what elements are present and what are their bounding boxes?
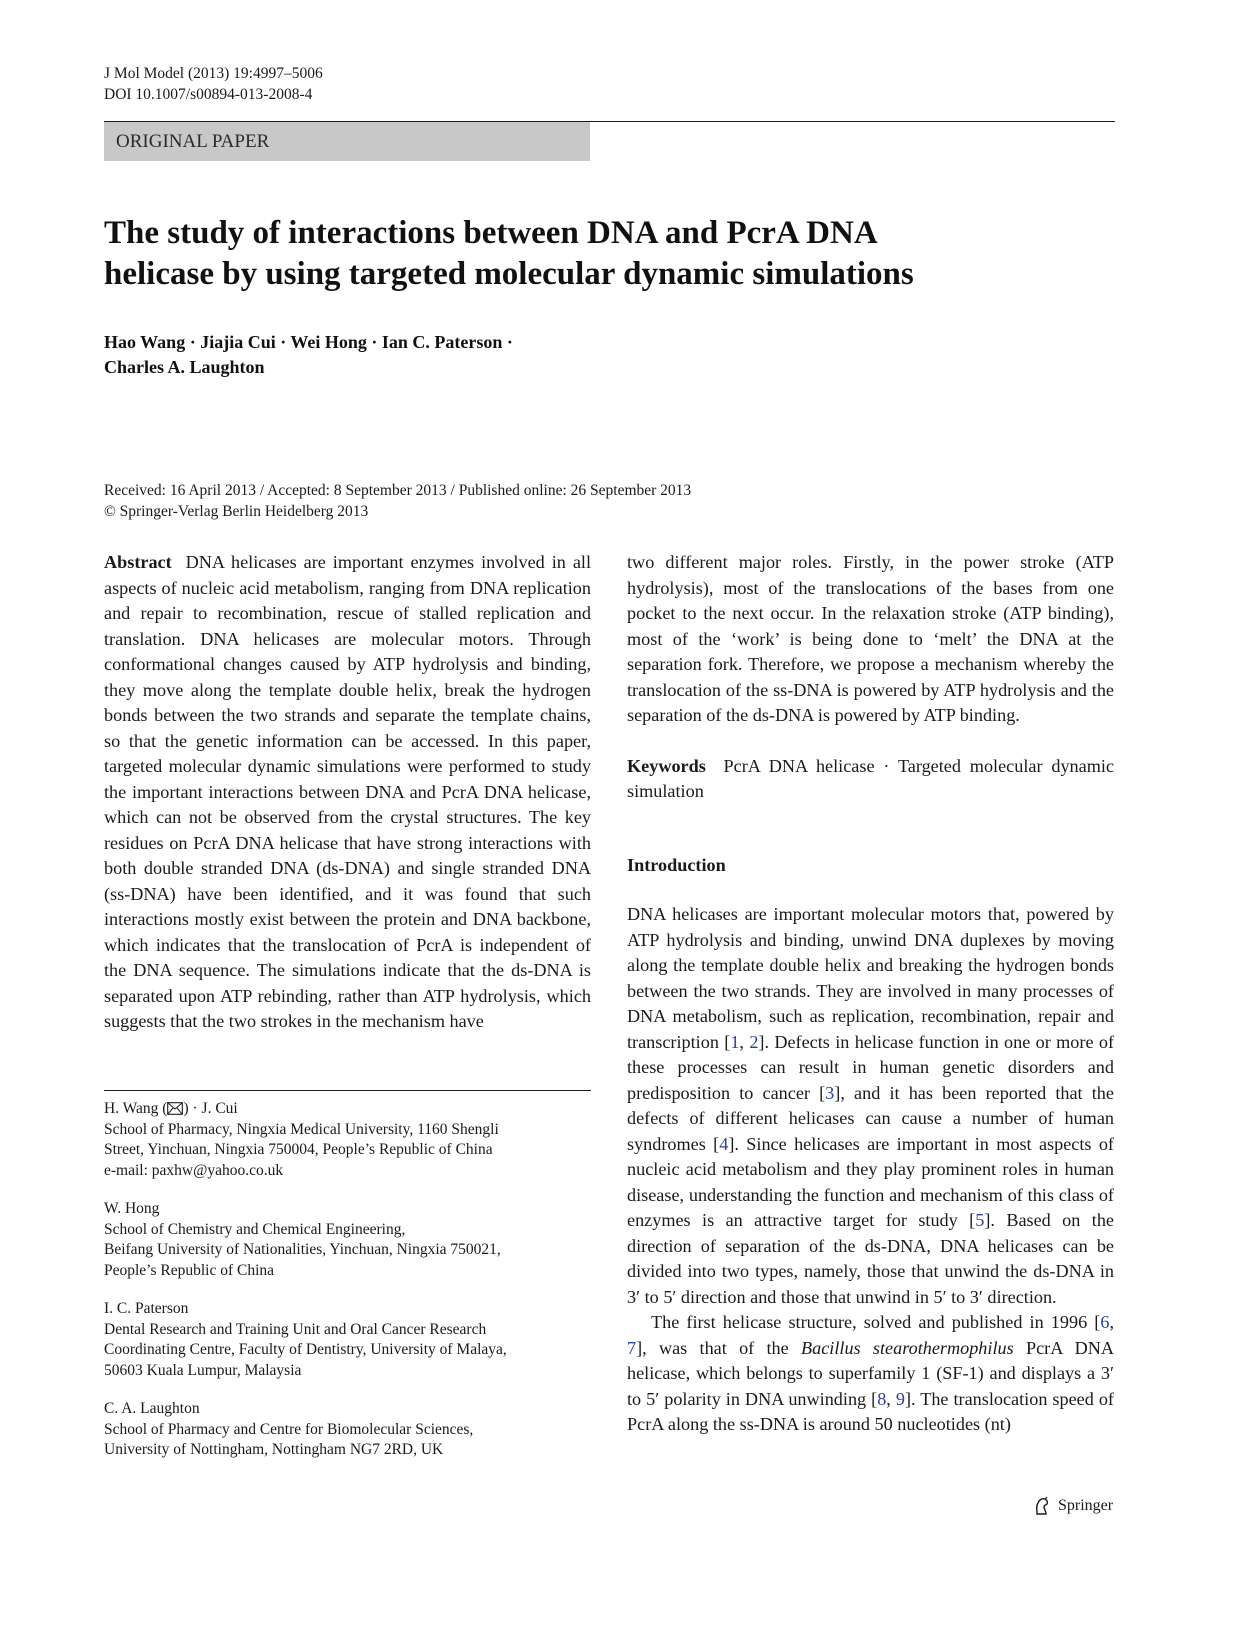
affiliation-line: People’s Republic of China [104, 1261, 275, 1279]
affiliation-line: Street, Yinchuan, Ningxia 750004, People’s Republic of China [104, 1141, 493, 1158]
citation-link[interactable]: 3 [825, 1082, 835, 1103]
paper-title [104, 213, 1064, 295]
affiliation-line: University of Nottingham, Nottingham NG7 2RD, UK [104, 1441, 444, 1458]
paper-type-banner: ORIGINAL PAPER [104, 122, 590, 161]
publisher-logo [1032, 1496, 1113, 1516]
affiliation-line: Dental Research and Training Unit and Oral Cancer Research [104, 1320, 487, 1338]
introduction-paragraph-2: The first helicase structure, solved and published in 1996 [6, 7], was that of the Bacillus stearothermophilus PcrA DNA helicase, which belongs to superfamily 1 (SF-1) and displays a 3′ to 5′ polarity in DNA unwinding [8, 9]. The translocation speed of PcrA along the ss-DNA is around 50 nucleotides (nt) [627, 1312, 1115, 1434]
affiliation-line: Coordinating Centre, Faculty of Dentistry, University of Malaya, [104, 1341, 507, 1358]
affiliation-line: School of Chemistry and Chemical Engineering, [104, 1220, 406, 1238]
publication-dates [104, 481, 691, 522]
journal-header [104, 64, 323, 105]
abstract-text: DNA helicases are important enzymes involved in all aspects of nucleic acid metabolism, ranging from DNA replication and repair to recombination, rescue of stalled replication and translation. DNA helicases are molecular motors. Through conformational changes caused by ATP hydrolysis and binding, they move along the template double helix, break the hydrogen bonds between the two strands and separate the template chains, so that the genetic information can be accessed. In this paper, targeted molecular dynamic simulations were performed to study the important interactions between DNA and PcrA DNA helicase, which can not be observed from the crystal structures. The key residues on PcrA DNA helicase that have strong interactions with both double stranded DNA (ds-DNA) and single stranded DNA (ss-DNA) have been identified, and it was found that such interactions mostly exist between the protein and DNA backbone, which indicates that the translocation of PcrA is independent of the DNA sequence. The simulations indicate that the ds-DNA is separated upon ATP rebinding, rather than ATP hydrolysis, which suggests that the two strokes in the mechanism have [104, 552, 591, 1031]
citation-link[interactable]: 9 [895, 1388, 905, 1409]
citation-link[interactable]: 2 [749, 1031, 759, 1052]
affiliation-line: Beifang University of Nationalities, Yinchuan, Ningxia 750021, [104, 1241, 501, 1258]
abstract-label: Abstract [104, 552, 172, 572]
affiliation-wang-cui [104, 1099, 591, 1181]
affiliation-name: W. Hong [104, 1200, 160, 1217]
authors-line-2: Charles A. Laughton [104, 357, 265, 377]
received-accepted-published: Received: 16 April 2013 / Accepted: 8 September 2013 / Published online: 26 September 2013 [104, 482, 692, 499]
species-name: Bacillus stearothermophilus [801, 1337, 1014, 1358]
affiliation-paterson [104, 1299, 591, 1381]
title-line-1: The study of interactions between DNA and PcrA DNA [104, 215, 878, 251]
right-column [627, 550, 1114, 1438]
introduction-paragraph-1: DNA helicases are important molecular motors that, powered by ATP hydrolysis and binding, unwind DNA duplexes by moving along the template double helix and breaking the hydrogen bonds between the two strands. They are involved in many processes of DNA metabolism, such as replication, recombination, repair and transcription [1, 2]. Defects in helicase function in one or more of these processes can result in human genetic disorders and predisposition to cancer [3], and it has been reported that the defects of different helicases can cause a number of human syndromes [4]. Since helicases are important in most aspects of nucleic acid metabolism and they play prominent roles in human disease, understanding the function and mechanism of this class of enzymes is an attractive target for study [5]. Based on the direction of separation of the ds-DNA, DNA helicases can be divided into two types, namely, those that unwind the ds-DNA in 3′ to 5′ direction and those that unwind in 5′ to 3′ direction. [627, 904, 1115, 1307]
springer-horse-icon [1032, 1496, 1052, 1516]
affiliation-email: e-mail: paxhw@yahoo.co.uk [104, 1161, 284, 1179]
keywords-label: Keywords [627, 755, 706, 776]
affiliations [104, 1099, 591, 1479]
envelope-icon [167, 1102, 183, 1115]
keywords-text: PcrA DNA helicase · Targeted molecular dynamic simulation [627, 755, 1114, 801]
copyright: © Springer-Verlag Berlin Heidelberg 2013 [104, 502, 369, 520]
affiliation-name: I. C. Paterson [104, 1300, 189, 1317]
affiliation-hong [104, 1199, 591, 1281]
citation-link[interactable]: 1 [730, 1031, 740, 1052]
authors-line-1: Hao Wang · Jiajia Cui · Wei Hong · Ian C. Paterson · [104, 332, 513, 352]
affiliation-line: School of Pharmacy, Ningxia Medical University, 1160 Shengli [104, 1120, 499, 1138]
abstract-continued: two different major roles. Firstly, in the power stroke (ATP hydrolysis), most of the translocations of the bases from one pocket to the next occur. In the relaxation stroke (ATP binding), most of the ‘work’ is being done to ‘melt’ the DNA at the separation fork. Therefore, we propose a mechanism whereby the translocation of the ss-DNA is powered by ATP hydrolysis and the separation of the ds-DNA is powered by ATP binding. [627, 552, 1114, 725]
citation-link[interactable]: 6 [1100, 1312, 1110, 1332]
abstract [104, 550, 591, 1035]
citation-link[interactable]: 7 [627, 1337, 637, 1358]
citation-link[interactable]: 8 [877, 1388, 887, 1409]
affiliation-rule [104, 1090, 591, 1091]
keywords [627, 754, 1114, 805]
affiliation-name: C. A. Laughton [104, 1400, 200, 1417]
journal-citation: J Mol Model (2013) 19:4997–5006 [104, 65, 323, 82]
title-line-2: helicase by using targeted molecular dynamic simulations [104, 256, 914, 292]
citation-link[interactable]: 4 [719, 1133, 729, 1154]
citation-link[interactable]: 5 [975, 1210, 985, 1230]
affiliation-line: School of Pharmacy and Centre for Biomolecular Sciences, [104, 1420, 474, 1438]
affiliation-line: 50603 Kuala Lumpur, Malaysia [104, 1361, 302, 1379]
doi: DOI 10.1007/s00894-013-2008-4 [104, 85, 313, 103]
affiliation-name: H. Wang ( ) · J. Cui [104, 1100, 238, 1117]
left-column [104, 550, 591, 1035]
author-list [104, 330, 513, 380]
publisher-name: Springer [1058, 1497, 1114, 1514]
affiliation-laughton [104, 1399, 591, 1461]
introduction-heading: Introduction [627, 854, 726, 875]
